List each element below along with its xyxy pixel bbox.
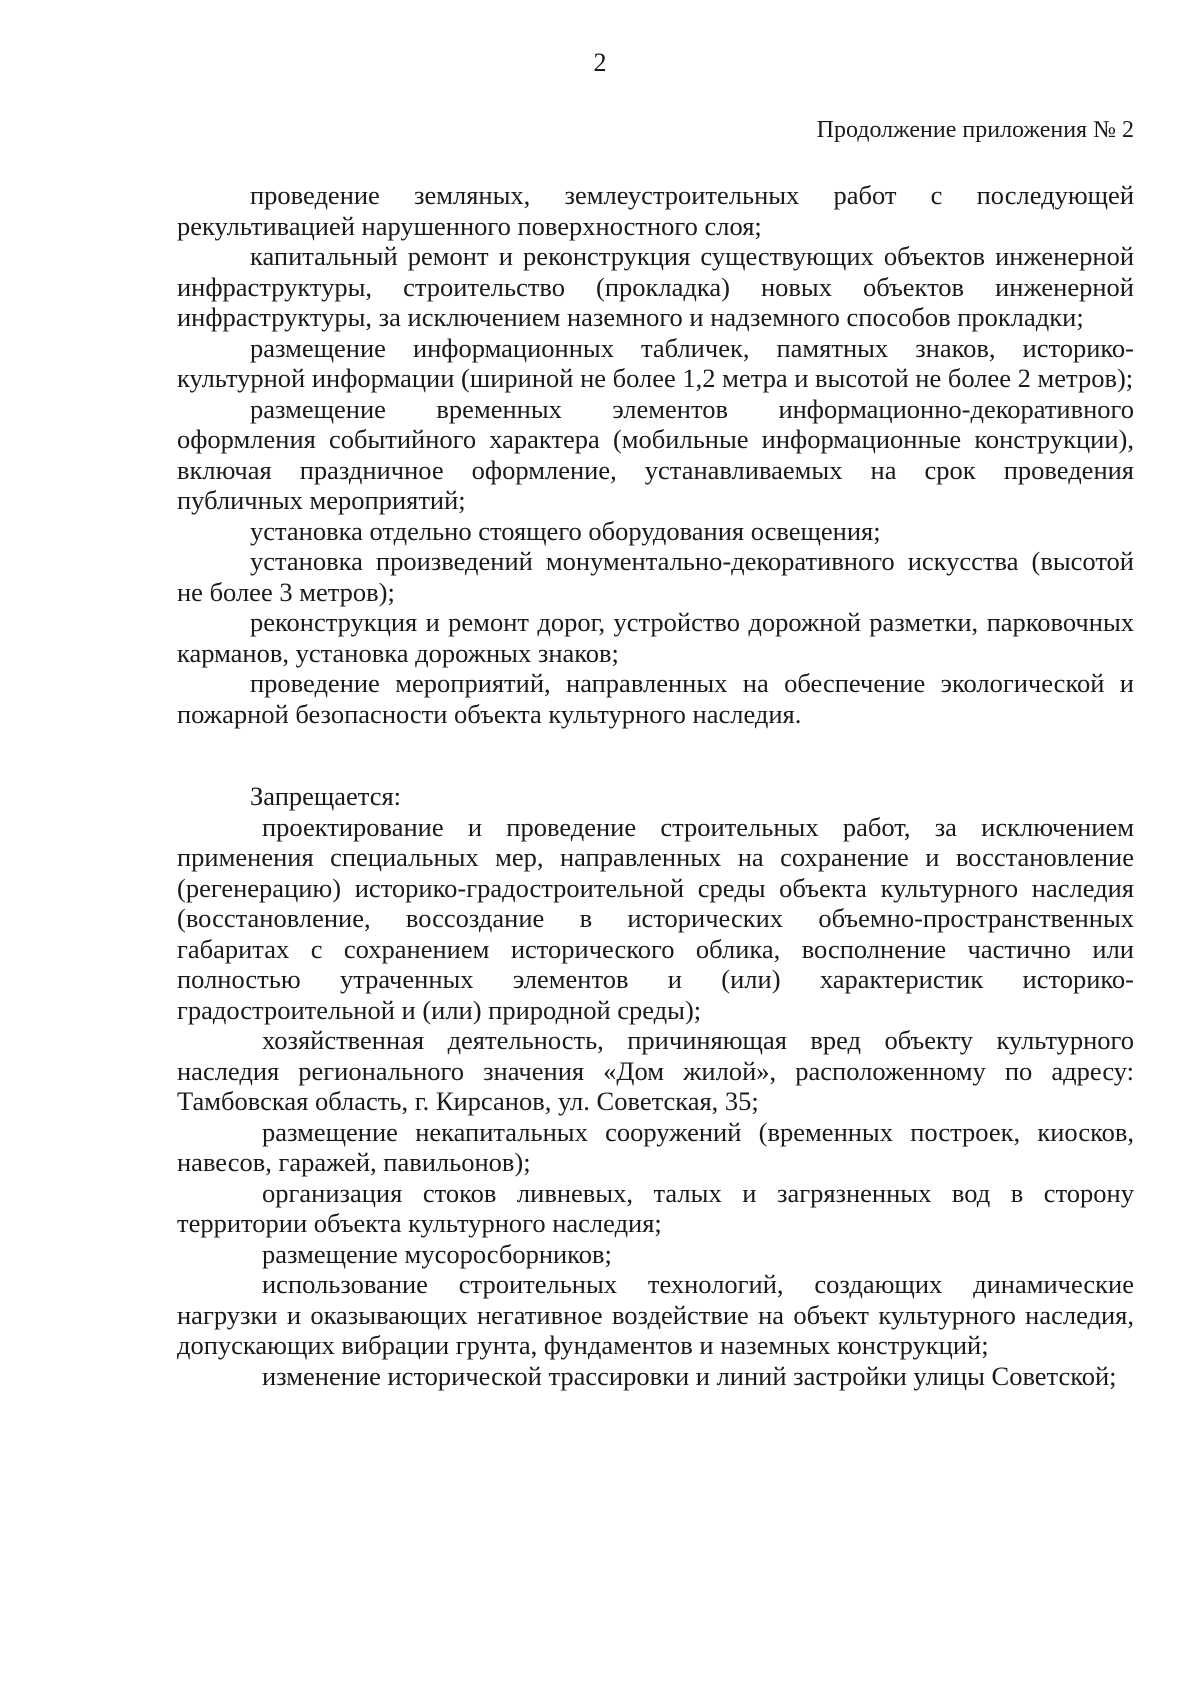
list-item: изменение исторической трассировки и линий застройки улицы Советской; xyxy=(262,1360,1117,1391)
list-item: капитальный ремонт и реконструкция существующих объектов инженерной инфраструктуры, строительство (прокладка) новых объектов инженерной инфраструктуры, за исключением наземного и надземного способов прокладки; xyxy=(177,241,1134,332)
list-item: организация стоков ливневых, талых и загрязненных вод в сторону территории объекта культурного наследия; xyxy=(177,1177,1134,1238)
list-item: размещение мусоросборников; xyxy=(262,1238,612,1269)
list-item: хозяйственная деятельность, причиняющая вред объекту культурного наследия регионального значения «Дом жилой», расположенному по адресу: Тамбовская область, г. Кирсанов, ул. Советская, 35; xyxy=(177,1025,1134,1116)
list-item: установка произведений монументально-декоративного искусства (высотой не более 3 метров); xyxy=(177,546,1134,607)
document-body xyxy=(177,180,1134,1391)
allowed-activities-list xyxy=(177,180,1134,729)
section-spacer xyxy=(177,729,1134,781)
list-item: установка отдельно стоящего оборудования освещения; xyxy=(250,515,881,546)
list-item: использование строительных технологий, создающих динамические нагрузки и оказывающих негативное воздействие на объект культурного наследия, допускающих вибрации грунта, фундаментов и наземных конструкций; xyxy=(177,1269,1134,1360)
list-item: реконструкция и ремонт дорог, устройство дорожной разметки, парковочных карманов, установка дорожных знаков; xyxy=(177,607,1134,668)
page-number: 2 xyxy=(593,48,607,77)
list-item: размещение временных элементов информационно-декоративного оформления событийного характера (мобильные информационные конструкции), включая праздничное оформление, устанавливаемых на срок проведения публичных мероприятий; xyxy=(177,393,1134,515)
list-item: проектирование и проведение строительных работ, за исключением применения специальных мер, направленных на сохранение и восстановление (регенерацию) историко-градостроительной среды объекта культурного наследия (восстановление, воссоздание в исторических объемно-пространственных габаритах с сохранением исторического облика, восполнение частично или полностью утраченных элементов и (или) характеристик историко- градостроительной и (или) природной среды); xyxy=(177,811,1134,1025)
prohibited-heading: Запрещается: xyxy=(250,781,402,811)
prohibited-activities-list xyxy=(177,812,1134,1392)
list-item: проведение земляных, землеустроительных работ с последующей рекультивацией нарушенного поверхностного слоя; xyxy=(177,180,1134,241)
appendix-continuation-label: Продолжение приложения № 2 xyxy=(816,117,1134,143)
list-item: размещение некапитальных сооружений (временных построек, киосков, навесов, гаражей, павильонов); xyxy=(177,1116,1134,1177)
list-item: проведение мероприятий, направленных на обеспечение экологической и пожарной безопасности объекта культурного наследия. xyxy=(177,668,1134,729)
list-item: размещение информационных табличек, памятных знаков, историко-культурной информации (шириной не более 1,2 метра и высотой не более 2 метров); xyxy=(177,332,1134,393)
